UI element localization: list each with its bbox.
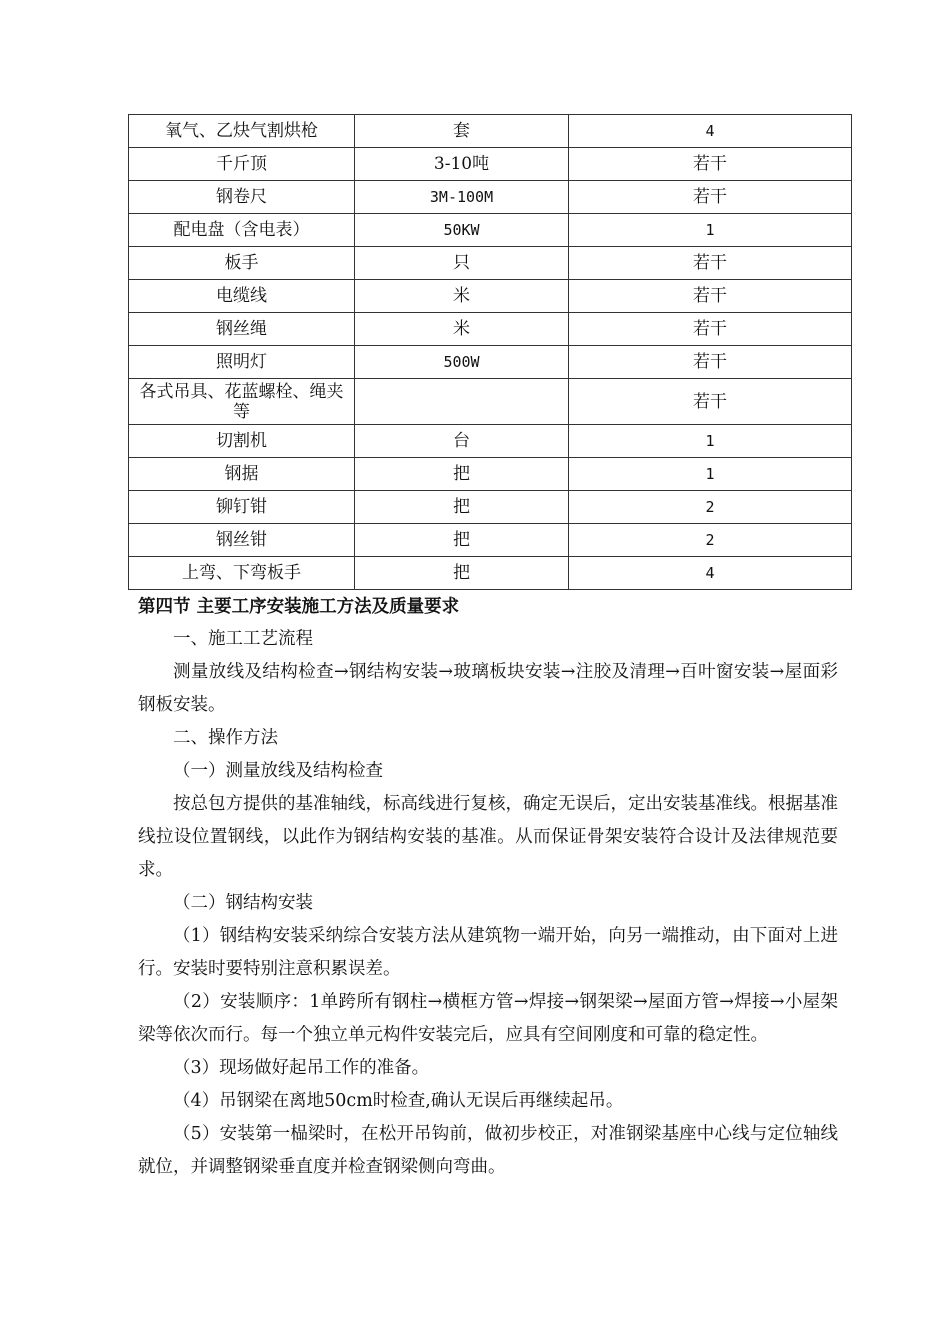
table-cell-spec: 套 xyxy=(355,115,569,148)
table-cell-name: 钢卷尺 xyxy=(129,181,355,214)
table-cell-name: 上弯、下弯板手 xyxy=(129,557,355,590)
table-cell-qty: 1 xyxy=(569,458,852,491)
table-cell-name: 电缆线 xyxy=(129,280,355,313)
table-cell-spec: 米 xyxy=(355,280,569,313)
table-cell-spec: 只 xyxy=(355,247,569,280)
table-cell-spec: 台 xyxy=(355,425,569,458)
equipment-table-body xyxy=(129,115,852,590)
table-cell-qty: 2 xyxy=(569,491,852,524)
table-cell-qty: 4 xyxy=(569,115,852,148)
table-row xyxy=(129,425,852,458)
table-row xyxy=(129,491,852,524)
table-cell-spec: 把 xyxy=(355,491,569,524)
table-cell-spec: 50KW xyxy=(355,214,569,247)
paragraph-step-2: （2）安装顺序：1单跨所有钢柱→横框方管→焊接→钢架梁→屋面方管→焊接→小屋架梁等依次而行。每一个独立单元构件安装完后，应具有空间刚度和可靠的稳定性。 xyxy=(138,992,838,1045)
table-cell-qty: 若干 xyxy=(569,313,852,346)
table-cell-spec: 把 xyxy=(355,458,569,491)
table-row xyxy=(129,379,852,425)
table-cell-name: 氧气、乙炔气割烘枪 xyxy=(129,115,355,148)
equipment-table xyxy=(128,114,852,590)
table-row xyxy=(129,524,852,557)
table-cell-spec: 3M-100M xyxy=(355,181,569,214)
table-row xyxy=(129,458,852,491)
table-cell-spec: 把 xyxy=(355,557,569,590)
paragraph-step-5: （5）安装第一榀梁时，在松开吊钩前，做初步校正，对准钢梁基座中心线与定位轴线就位，并调整钢梁垂直度并检查钢梁侧向弯曲。 xyxy=(138,1124,838,1177)
table-cell-name: 钢丝绳 xyxy=(129,313,355,346)
table-cell-name: 切割机 xyxy=(129,425,355,458)
table-cell-name: 铆钉钳 xyxy=(129,491,355,524)
table-cell-name: 照明灯 xyxy=(129,346,355,379)
table-row xyxy=(129,247,852,280)
heading-operation-method: 二、操作方法 xyxy=(173,728,278,748)
table-row xyxy=(129,115,852,148)
table-cell-spec: 把 xyxy=(355,524,569,557)
table-cell-name: 千斤顶 xyxy=(129,148,355,181)
section-body xyxy=(138,594,838,1184)
table-row xyxy=(129,214,852,247)
subheading-steel-install: （二）钢结构安装 xyxy=(173,893,313,913)
paragraph-step-4: （4）吊钢梁在离地50cm时检查,确认无误后再继续起吊。 xyxy=(173,1091,624,1111)
table-row xyxy=(129,557,852,590)
table-cell-qty: 若干 xyxy=(569,247,852,280)
table-row xyxy=(129,313,852,346)
table-cell-spec: 米 xyxy=(355,313,569,346)
paragraph-process-flow: 测量放线及结构检查→钢结构安装→玻璃板块安装→注胶及清理→百叶窗安装→屋面彩钢板安装。 xyxy=(138,662,838,715)
table-row xyxy=(129,346,852,379)
heading-process-flow: 一、施工工艺流程 xyxy=(173,629,313,649)
table-cell-name: 板手 xyxy=(129,247,355,280)
table-cell-qty: 若干 xyxy=(569,346,852,379)
section-title: 第四节 主要工序安装施工方法及质量要求 xyxy=(138,597,460,617)
table-cell-spec xyxy=(355,379,569,425)
table-cell-name: 各式吊具、花蓝螺栓、绳夹等 xyxy=(129,379,355,425)
table-cell-name: 配电盘（含电表） xyxy=(129,214,355,247)
table-cell-spec: 500W xyxy=(355,346,569,379)
subheading-survey: （一）测量放线及结构检查 xyxy=(173,761,383,781)
table-cell-qty: 若干 xyxy=(569,181,852,214)
table-cell-qty: 若干 xyxy=(569,148,852,181)
table-cell-qty: 1 xyxy=(569,425,852,458)
paragraph-survey: 按总包方提供的基准轴线，标高线进行复核，确定无误后，定出安装基准线。根据基准线拉设位置钢线，以此作为钢结构安装的基准。从而保证骨架安装符合设计及法律规范要求。 xyxy=(138,794,838,880)
table-cell-qty: 若干 xyxy=(569,379,852,425)
paragraph-step-3: （3）现场做好起吊工作的准备。 xyxy=(173,1058,430,1078)
table-cell-qty: 2 xyxy=(569,524,852,557)
table-cell-qty: 4 xyxy=(569,557,852,590)
table-row xyxy=(129,181,852,214)
table-cell-name: 钢丝钳 xyxy=(129,524,355,557)
paragraph-step-1: （1）钢结构安装采纳综合安装方法从建筑物一端开始，向另一端推动，由下面对上进行。安装时要特别注意积累误差。 xyxy=(138,926,838,979)
table-cell-name: 钢据 xyxy=(129,458,355,491)
table-cell-qty: 1 xyxy=(569,214,852,247)
table-row xyxy=(129,148,852,181)
table-row xyxy=(129,280,852,313)
table-cell-spec: 3-10吨 xyxy=(355,148,569,181)
table-cell-qty: 若干 xyxy=(569,280,852,313)
